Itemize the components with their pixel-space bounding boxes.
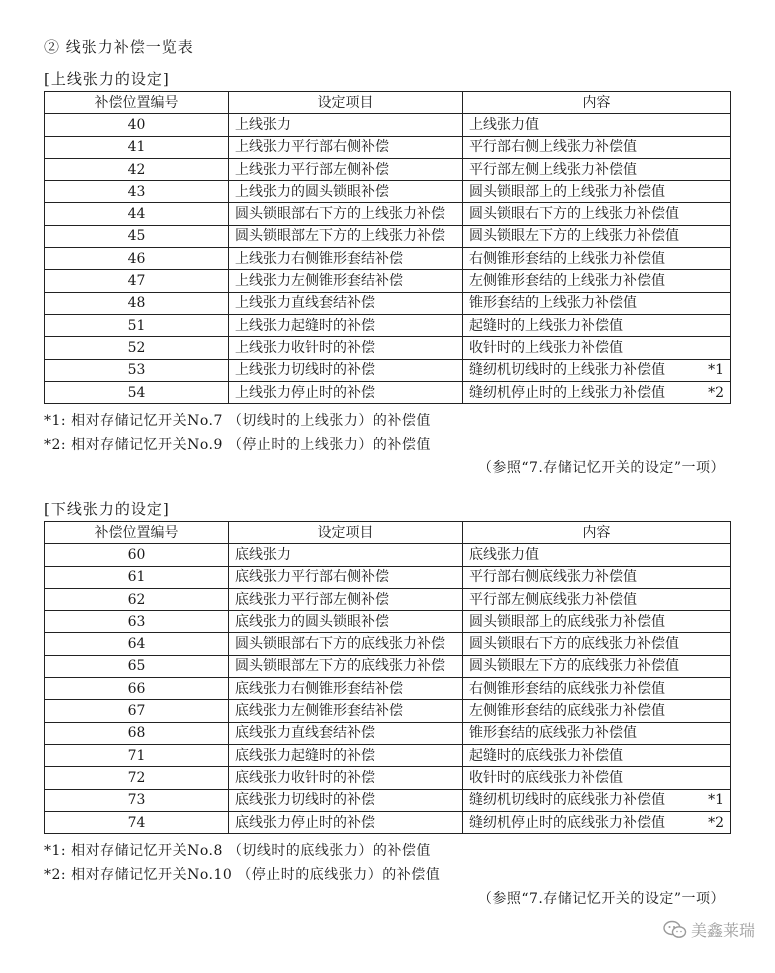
content-text: 左侧锥形套结的底线张力补偿值 (469, 703, 665, 720)
content-cell (463, 678, 731, 700)
position-number-cell: 65 (45, 655, 229, 677)
table-row (45, 744, 731, 766)
table-header-row (45, 522, 731, 544)
upper-section-title: [上线张力的设定] (44, 70, 170, 88)
table-row (45, 611, 731, 633)
upper-note-2: *2: 相对存储记忆开关No.9 （停止时的上线张力）的补偿值 (44, 437, 431, 453)
content-text: 圆头锁眼右下方的底线张力补偿值 (469, 636, 679, 653)
content-cell (463, 248, 731, 270)
content-cell (463, 655, 731, 677)
position-number-cell: 54 (45, 381, 229, 403)
content-text: 平行部右侧上线张力补偿值 (469, 139, 637, 156)
setting-item-cell: 底线张力 (229, 544, 463, 566)
position-number-cell: 48 (45, 292, 229, 314)
table-row (45, 181, 731, 203)
setting-item-cell: 上线张力左侧锥形套结补偿 (229, 270, 463, 292)
content-text: 底线张力值 (469, 546, 539, 563)
table-row (45, 655, 731, 677)
content-text: 缝纫机停止时的上线张力补偿值 (469, 384, 665, 401)
content-text: 收针时的底线张力补偿值 (469, 769, 623, 786)
lower-section-title: [下线张力的设定] (44, 500, 170, 518)
content-text: 右侧锥形套结的上线张力补偿值 (469, 250, 665, 267)
header-content: 内容 (463, 92, 731, 114)
content-cell (463, 588, 731, 610)
lower-table-body (45, 544, 731, 834)
position-number-cell: 61 (45, 566, 229, 588)
content-text: 锥形套结的上线张力补偿值 (469, 295, 637, 312)
setting-item-cell: 底线张力直线套结补偿 (229, 722, 463, 744)
content-cell (463, 225, 731, 247)
content-text: 圆头锁眼部上的上线张力补偿值 (469, 183, 665, 200)
table-row (45, 588, 731, 610)
position-number-cell: 53 (45, 359, 229, 381)
table-row (45, 566, 731, 588)
lower-tension-table (44, 521, 731, 834)
table-row (45, 337, 731, 359)
lower-note-1: *1: 相对存储记忆开关No.8 （切线时的底线张力）的补偿值 (44, 843, 431, 859)
content-cell (463, 767, 731, 789)
table-row (45, 633, 731, 655)
table-row (45, 314, 731, 336)
content-cell (463, 381, 731, 403)
table-row (45, 248, 731, 270)
upper-table-body (45, 114, 731, 404)
upper-tension-table (44, 91, 731, 404)
setting-item-cell: 圆头锁眼部左下方的底线张力补偿 (229, 655, 463, 677)
position-number-cell: 68 (45, 722, 229, 744)
content-cell (463, 314, 731, 336)
table-row (45, 767, 731, 789)
footnote-mark: *1 (708, 792, 724, 809)
content-text: 圆头锁眼左下方的底线张力补偿值 (469, 658, 679, 675)
position-number-cell: 42 (45, 158, 229, 180)
content-cell (463, 359, 731, 381)
content-text: 平行部左侧上线张力补偿值 (469, 161, 637, 178)
table-row (45, 203, 731, 225)
table-row (45, 225, 731, 247)
position-number-cell: 60 (45, 544, 229, 566)
table-row (45, 811, 731, 833)
content-cell (463, 181, 731, 203)
upper-note-1: *1: 相对存储记忆开关No.7 （切线时的上线张力）的补偿值 (44, 413, 431, 429)
setting-item-cell: 上线张力停止时的补偿 (229, 381, 463, 403)
wechat-icon (663, 920, 687, 940)
watermark-text: 美鑫莱瑞 (690, 921, 755, 940)
watermark (663, 918, 755, 941)
content-cell (463, 811, 731, 833)
position-number-cell: 72 (45, 767, 229, 789)
content-cell (463, 136, 731, 158)
content-cell (463, 566, 731, 588)
content-cell (463, 744, 731, 766)
position-number-cell: 64 (45, 633, 229, 655)
content-text: 圆头锁眼左下方的上线张力补偿值 (469, 228, 679, 245)
content-text: 圆头锁眼右下方的上线张力补偿值 (469, 206, 679, 223)
position-number-cell: 73 (45, 789, 229, 811)
table-row (45, 678, 731, 700)
setting-item-cell: 圆头锁眼部右下方的上线张力补偿 (229, 203, 463, 225)
setting-item-cell: 上线张力右侧锥形套结补偿 (229, 248, 463, 270)
table-row (45, 359, 731, 381)
position-number-cell: 67 (45, 700, 229, 722)
content-text: 上线张力值 (469, 116, 539, 133)
position-number-cell: 62 (45, 588, 229, 610)
content-cell (463, 544, 731, 566)
content-cell (463, 789, 731, 811)
setting-item-cell: 底线张力收针时的补偿 (229, 767, 463, 789)
content-text: 右侧锥形套结的底线张力补偿值 (469, 680, 665, 697)
content-cell (463, 203, 731, 225)
position-number-cell: 46 (45, 248, 229, 270)
content-text: 平行部左侧底线张力补偿值 (469, 591, 637, 608)
setting-item-cell: 底线张力平行部左侧补偿 (229, 588, 463, 610)
header-setting-item: 设定项目 (229, 522, 463, 544)
content-cell (463, 270, 731, 292)
table-row (45, 158, 731, 180)
content-cell (463, 700, 731, 722)
content-cell (463, 722, 731, 744)
table-row (45, 381, 731, 403)
content-text: 锥形套结的底线张力补偿值 (469, 725, 637, 742)
setting-item-cell: 上线张力切线时的补偿 (229, 359, 463, 381)
position-number-cell: 71 (45, 744, 229, 766)
table-row (45, 136, 731, 158)
table-row (45, 114, 731, 136)
setting-item-cell: 圆头锁眼部右下方的底线张力补偿 (229, 633, 463, 655)
setting-item-cell: 底线张力平行部右侧补偿 (229, 566, 463, 588)
position-number-cell: 43 (45, 181, 229, 203)
footnote-mark: *1 (708, 362, 724, 379)
content-text: 平行部右侧底线张力补偿值 (469, 569, 637, 586)
table-row (45, 722, 731, 744)
position-number-cell: 47 (45, 270, 229, 292)
content-text: 缝纫机切线时的上线张力补偿值 (469, 362, 665, 379)
table-header-row (45, 92, 731, 114)
footnote-mark: *2 (708, 814, 724, 831)
content-cell (463, 633, 731, 655)
setting-item-cell: 底线张力起缝时的补偿 (229, 744, 463, 766)
content-cell (463, 158, 731, 180)
position-number-cell: 51 (45, 314, 229, 336)
setting-item-cell: 底线张力左侧锥形套结补偿 (229, 700, 463, 722)
position-number-cell: 41 (45, 136, 229, 158)
content-cell (463, 611, 731, 633)
lower-reference: （参照“7.存储记忆开关的设定”一项） (477, 891, 725, 907)
setting-item-cell: 上线张力直线套结补偿 (229, 292, 463, 314)
position-number-cell: 74 (45, 811, 229, 833)
table-row (45, 292, 731, 314)
header-number: 补偿位置编号 (45, 92, 229, 114)
setting-item-cell: 底线张力停止时的补偿 (229, 811, 463, 833)
setting-item-cell: 圆头锁眼部左下方的上线张力补偿 (229, 225, 463, 247)
setting-item-cell: 上线张力起缝时的补偿 (229, 314, 463, 336)
content-cell (463, 292, 731, 314)
content-text: 左侧锥形套结的上线张力补偿值 (469, 273, 665, 290)
page-title: ② 线张力补偿一览表 (44, 38, 194, 56)
position-number-cell: 45 (45, 225, 229, 247)
position-number-cell: 40 (45, 114, 229, 136)
header-number: 补偿位置编号 (45, 522, 229, 544)
setting-item-cell: 上线张力 (229, 114, 463, 136)
upper-reference: （参照“7.存储记忆开关的设定”一项） (477, 460, 725, 476)
content-cell (463, 337, 731, 359)
content-text: 起缝时的上线张力补偿值 (469, 317, 623, 334)
table-row (45, 270, 731, 292)
position-number-cell: 44 (45, 203, 229, 225)
setting-item-cell: 底线张力右侧锥形套结补偿 (229, 678, 463, 700)
content-text: 收针时的上线张力补偿值 (469, 339, 623, 356)
lower-note-2: *2: 相对存储记忆开关No.10 （停止时的底线张力）的补偿值 (44, 867, 441, 883)
header-content: 内容 (463, 522, 731, 544)
table-row (45, 700, 731, 722)
content-text: 起缝时的底线张力补偿值 (469, 747, 623, 764)
position-number-cell: 66 (45, 678, 229, 700)
setting-item-cell: 底线张力的圆头锁眼补偿 (229, 611, 463, 633)
setting-item-cell: 上线张力收针时的补偿 (229, 337, 463, 359)
table-row (45, 789, 731, 811)
position-number-cell: 52 (45, 337, 229, 359)
setting-item-cell: 底线张力切线时的补偿 (229, 789, 463, 811)
table-row (45, 544, 731, 566)
content-cell (463, 114, 731, 136)
content-text: 圆头锁眼部上的底线张力补偿值 (469, 613, 665, 630)
setting-item-cell: 上线张力平行部左侧补偿 (229, 158, 463, 180)
content-text: 缝纫机停止时的底线张力补偿值 (469, 814, 665, 831)
position-number-cell: 63 (45, 611, 229, 633)
setting-item-cell: 上线张力平行部右侧补偿 (229, 136, 463, 158)
header-setting-item: 设定项目 (229, 92, 463, 114)
content-text: 缝纫机切线时的底线张力补偿值 (469, 792, 665, 809)
setting-item-cell: 上线张力的圆头锁眼补偿 (229, 181, 463, 203)
footnote-mark: *2 (708, 384, 724, 401)
